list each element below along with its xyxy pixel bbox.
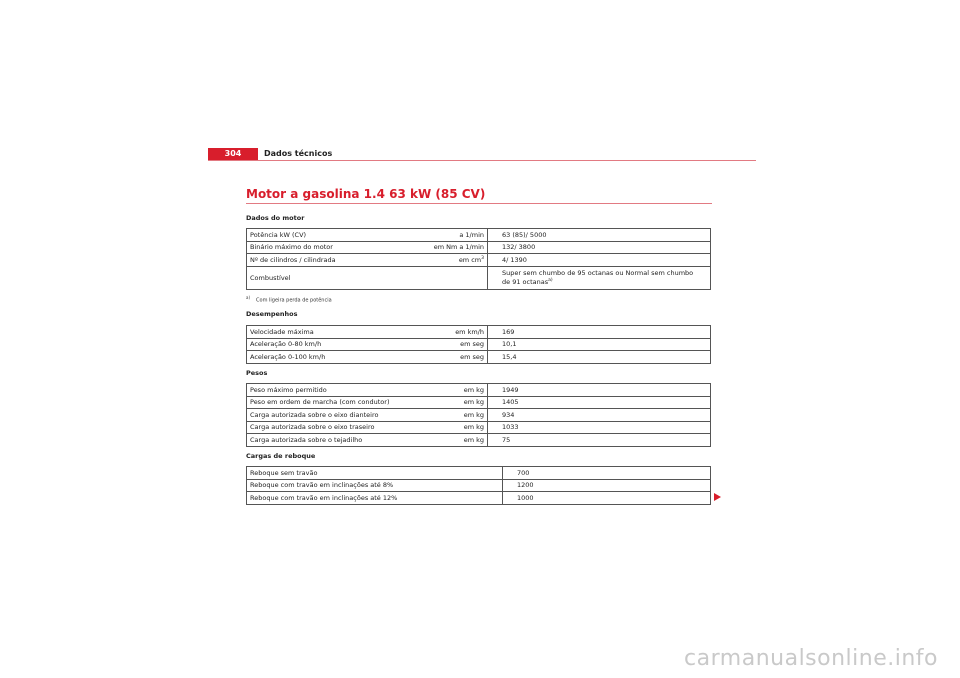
table-row [247, 434, 711, 447]
table-row [247, 421, 711, 434]
row-unit: em kg [423, 384, 488, 397]
footnote [246, 294, 332, 305]
unit-superscript: 3 [481, 255, 484, 261]
unit-text: em cm [458, 255, 482, 264]
row-label: Carga autorizada sobre o tejadilho [247, 434, 424, 447]
footnote-ref: a) [548, 277, 553, 283]
table-row [247, 266, 711, 289]
row-label: Combustível [247, 266, 424, 289]
row-label: Binário máximo do motor [247, 241, 424, 254]
weights-heading: Pesos [246, 369, 268, 377]
next-page-arrow-icon[interactable] [714, 493, 721, 501]
performance-table [246, 325, 711, 364]
row-value: 15,4 [488, 351, 711, 364]
table-row [247, 467, 711, 480]
weights-table [246, 383, 711, 447]
row-unit: em seg [423, 338, 488, 351]
towing-heading: Cargas de reboque [246, 452, 316, 460]
row-value [488, 266, 711, 289]
row-label: Peso máximo permitido [247, 384, 424, 397]
row-value: 132/ 3800 [488, 241, 711, 254]
row-unit: em kg [423, 409, 488, 422]
table-row [247, 396, 711, 409]
row-label: Aceleração 0-100 km/h [247, 351, 424, 364]
watermark: carmanualsonline.info [684, 646, 938, 671]
title-divider [246, 203, 712, 204]
row-value: 10,1 [488, 338, 711, 351]
row-label: Reboque com travão em inclinações até 8% [247, 479, 503, 492]
row-value: 700 [503, 467, 711, 480]
value-line-1: Super sem chumbo de 95 octanas ou Normal sem chumbo [502, 268, 694, 277]
table-row [247, 338, 711, 351]
row-unit: em Nm a 1/min [423, 241, 488, 254]
table-row [247, 492, 711, 505]
row-label: Aceleração 0-80 km/h [247, 338, 424, 351]
table-row [247, 326, 711, 339]
row-value: 934 [488, 409, 711, 422]
row-label: Velocidade máxima [247, 326, 424, 339]
footnote-marker: a) [246, 295, 251, 300]
row-value: 1200 [503, 479, 711, 492]
row-label: Reboque com travão em inclinações até 12% [247, 492, 503, 505]
row-value: 1405 [488, 396, 711, 409]
row-label: Potência kW (CV) [247, 229, 424, 242]
row-unit [423, 266, 488, 289]
row-value: 75 [488, 434, 711, 447]
table-row [247, 479, 711, 492]
row-unit: em km/h [423, 326, 488, 339]
row-label: Reboque sem travão [247, 467, 503, 480]
row-unit: em kg [423, 434, 488, 447]
table-row [247, 384, 711, 397]
row-unit: em seg [423, 351, 488, 364]
row-unit: em kg [423, 421, 488, 434]
row-label: Nº de cilindros / cilindrada [247, 254, 424, 267]
row-value: 1033 [488, 421, 711, 434]
section-header-title: Dados técnicos [264, 149, 333, 158]
row-value: 63 (85)/ 5000 [488, 229, 711, 242]
row-value: 1949 [488, 384, 711, 397]
row-unit: a 1/min [423, 229, 488, 242]
row-unit: em kg [423, 396, 488, 409]
page-number-badge: 304 [208, 148, 258, 160]
row-unit [423, 254, 488, 267]
page-title: Motor a gasolina 1.4 63 kW (85 CV) [246, 187, 486, 201]
engine-table [246, 228, 711, 290]
footnote-text: Com ligeira perda de potência [256, 297, 332, 304]
table-row [247, 229, 711, 242]
row-label: Peso em ordem de marcha (com condutor) [247, 396, 424, 409]
towing-table [246, 466, 711, 505]
table-row [247, 254, 711, 267]
row-value: 4/ 1390 [488, 254, 711, 267]
row-label: Carga autorizada sobre o eixo traseiro [247, 421, 424, 434]
value-line-2: de 91 octanas [502, 277, 549, 286]
table-row [247, 351, 711, 364]
row-label: Carga autorizada sobre o eixo dianteiro [247, 409, 424, 422]
performance-heading: Desempenhos [246, 310, 298, 318]
row-value: 1000 [503, 492, 711, 505]
table-row [247, 409, 711, 422]
table-row [247, 241, 711, 254]
row-value: 169 [488, 326, 711, 339]
header-divider [208, 160, 756, 161]
engine-heading: Dados do motor [246, 214, 305, 222]
